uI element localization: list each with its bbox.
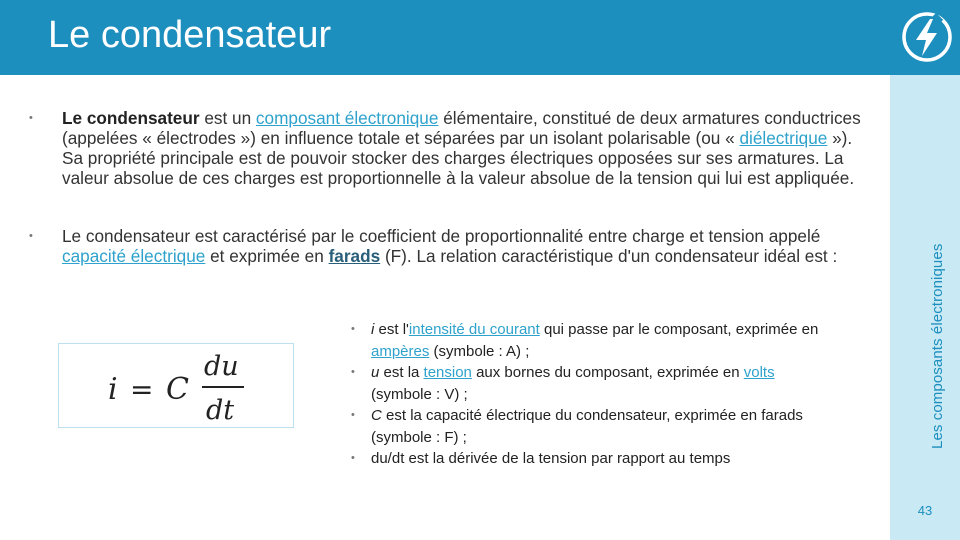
link-volts[interactable]: volts [743,364,775,381]
text: »). Sa propriété principale est de pouvoir stocker des charges électriques opposées sur ses armatures. La valeur absolue de ces charges est proportionnelle à la valeur absolue de la tension qui lui est appliquée. [62,128,855,188]
definition-list [371,319,821,470]
var-c: C [371,407,382,424]
page-number: 43 [917,503,933,518]
slide-title: Le condensateur [48,14,332,56]
link-intensite[interactable]: intensité du courant [408,321,540,338]
text: est la capacité électrique du condensateur, exprimée en farads (symbole : F) ; [371,407,803,446]
text: (symbole : V) ; [371,385,468,403]
formula-lhs: i [108,372,118,407]
bullet-definition [62,108,862,188]
text: (symbole : A) ; [429,342,530,360]
text: (F). La relation caractéristique d'un condensateur idéal est : [380,246,838,266]
var-i: i [371,321,375,338]
link-capacite-electrique[interactable]: capacité électrique [62,246,206,266]
link-composant-electronique[interactable]: composant électronique [255,108,439,128]
link-farads[interactable]: farads [328,246,381,266]
text: qui passe par le composant, exprimée en [539,321,819,338]
text: est la [379,364,424,381]
link-dielectrique[interactable]: diélectrique [739,128,828,148]
link-amperes[interactable]: ampères [371,342,430,360]
var-u: u [371,364,380,381]
text: est un [199,108,256,128]
text: est l' [374,321,409,338]
text: et exprimée en [205,246,329,266]
bullet-capacite [62,226,862,266]
definition-u [371,362,821,405]
section-label: Les composants électroniques [929,243,946,449]
lightning-bolt-icon [900,10,954,64]
formula-numerator: du [204,351,239,382]
formula-denominator: dt [206,395,235,423]
formula-equation [108,349,248,423]
definition-dudt [371,448,821,470]
right-sidebar [890,0,960,540]
text: du/dt est la dérivée de la tension par rapport au temps [371,450,731,467]
definition-i [371,319,821,362]
formula-coefficient: C [166,372,189,407]
text: élémentaire, constitué de deux armatures conductrices (appelées « électrodes ») en influence totale et séparées par un isolant polarisable (ou « [62,108,861,148]
link-tension[interactable]: tension [423,364,472,381]
definition-c [371,405,821,448]
bold-term: Le condensateur [62,108,200,128]
formula-equals: = [130,373,154,406]
text: Le condensateur est caractérisé par le coefficient de proportionnalité entre charge et tension appelé [62,226,821,246]
text: aux bornes du composant, exprimée en [471,364,744,381]
